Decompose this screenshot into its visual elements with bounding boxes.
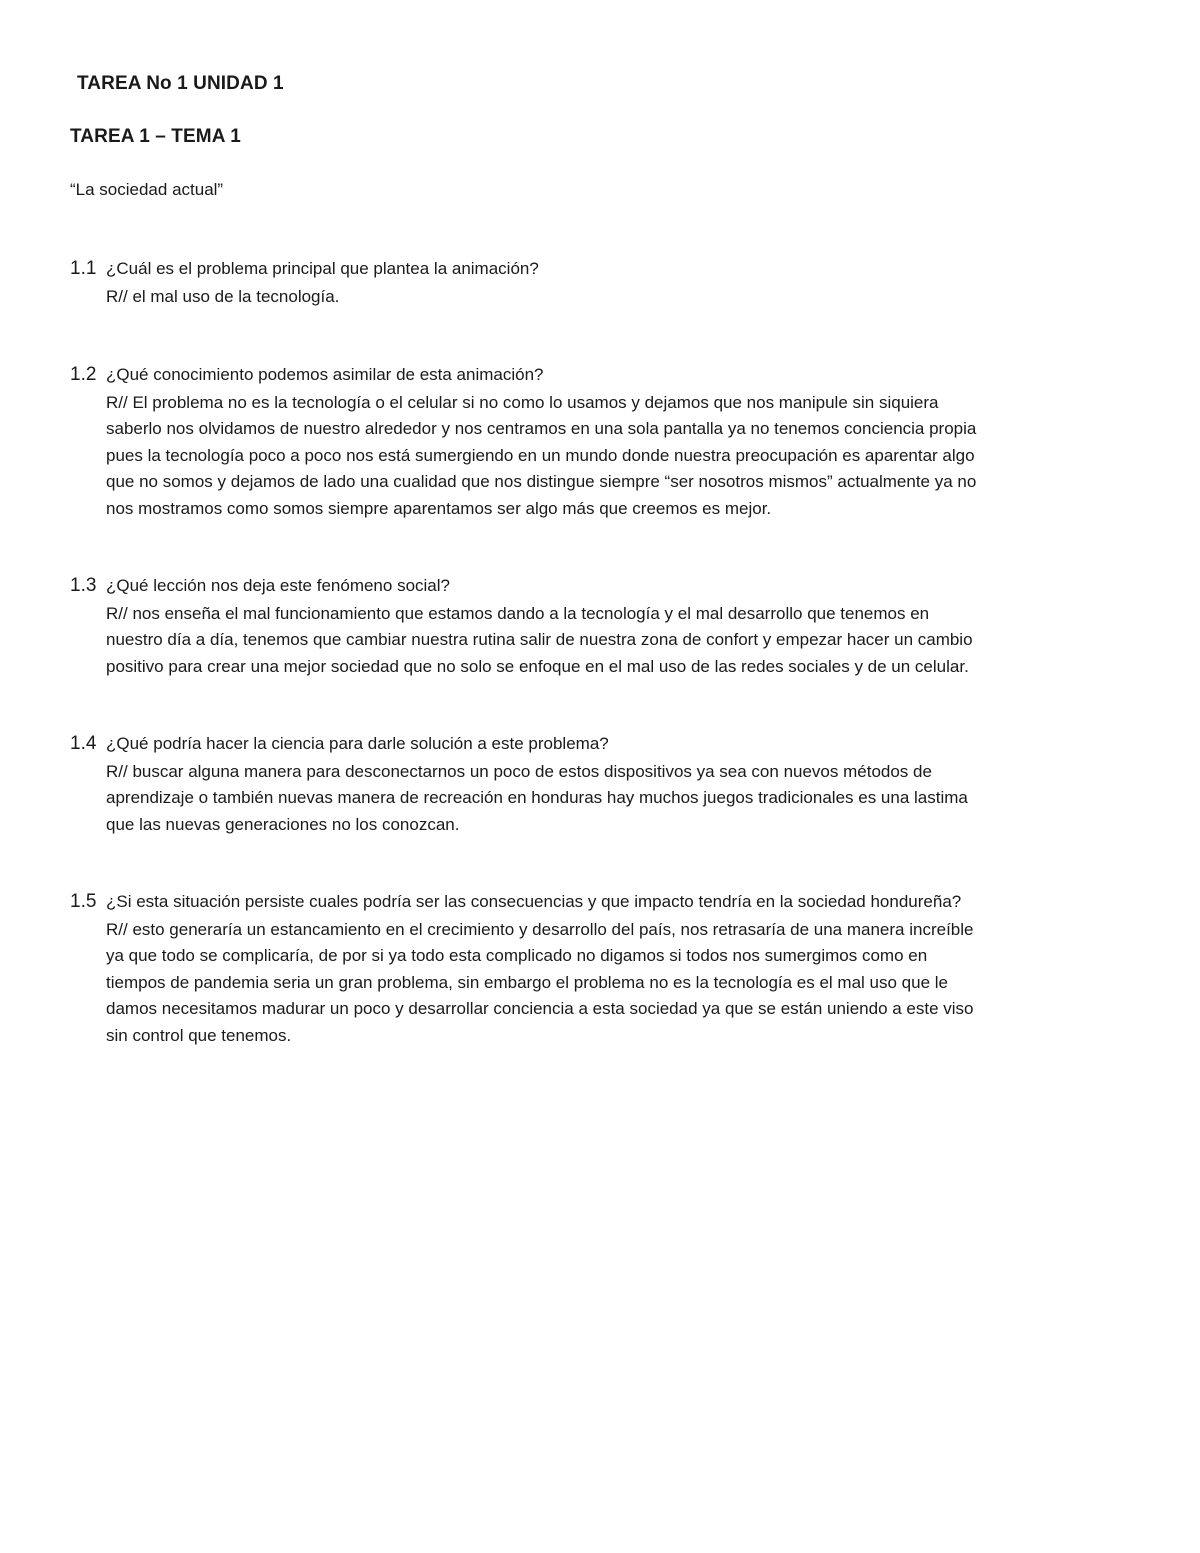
answer-line: nuestro día a día, tenemos que cambiar nuestra rutina salir de nuestra zona de confort y empezar hacer un cambio [106, 630, 973, 650]
question-block [70, 733, 1140, 838]
answer-line: damos necesitamos madurar un poco y desarrollar conciencia a esta sociedad ya que se están uniendo a este viso [106, 999, 974, 1019]
question-number: 1.4 [70, 733, 97, 754]
question-block [70, 364, 1140, 522]
answer-text [106, 284, 1140, 310]
answer-text [106, 917, 1140, 1049]
question-block [70, 575, 1140, 680]
answer-line: aprendizaje o también nuevas manera de recreación en honduras hay muchos juegos tradicionales es una lastima [106, 788, 968, 808]
answer-line: ya que todo se complicaría, de por si ya todo esta complicado no digamos si todos nos sumergimos como en [106, 946, 928, 966]
question-block [70, 258, 1140, 310]
question-number: 1.1 [70, 258, 97, 279]
question-number: 1.5 [70, 891, 97, 912]
answer-line: R// el mal uso de la tecnología. [106, 287, 340, 306]
answer-line: positivo para crear una mejor sociedad que no solo se enfoque en el mal uso de las redes sociales y de un celular. [106, 656, 969, 676]
question-number: 1.2 [70, 364, 97, 385]
answer-line: que las nuevas generaciones no los conozcan. [106, 814, 460, 834]
question-number: 1.3 [70, 575, 97, 596]
answer-text [106, 601, 1140, 680]
question-text: ¿Qué lección nos deja este fenómeno social? [106, 576, 450, 595]
answer-line: R// El problema no es la tecnología o el celular si no como lo usamos y dejamos que nos manipule sin siquiera [106, 393, 939, 412]
answer-line: pues la tecnología poco a poco nos está sumergiendo en un mundo donde nuestra preocupación es aparentar algo [106, 445, 975, 465]
question-text: ¿Cuál es el problema principal que plantea la animación? [106, 259, 539, 278]
question-block [70, 891, 1140, 1049]
answer-text [106, 390, 1140, 522]
question-text: ¿Qué conocimiento podemos asimilar de esta animación? [106, 365, 544, 384]
answer-line: R// esto generaría un estancamiento en el crecimiento y desarrollo del país, nos retrasaría de una manera increíble [106, 920, 974, 939]
answer-line: nos mostramos como somos siempre aparentamos ser algo más que creemos es mejor. [106, 498, 772, 518]
answer-line: saberlo nos olvidamos de nuestro alrededor y nos centramos en una sola pantalla ya no tenemos conciencia propia [106, 419, 977, 439]
answer-text [106, 759, 1140, 838]
document-subheading: TAREA 1 – TEMA 1 [70, 126, 241, 147]
answer-line: tiempos de pandemia seria un gran problema, sin embargo el problema no es la tecnología es el mal uso que le [106, 972, 948, 992]
answer-line: sin control que tenemos. [106, 1025, 292, 1045]
answer-line: R// nos enseña el mal funcionamiento que estamos dando a la tecnología y el mal desarrollo que tenemos en [106, 604, 930, 623]
document-subtitle: “La sociedad actual” [70, 180, 224, 199]
document-title: TAREA No 1 UNIDAD 1 [77, 73, 284, 94]
question-text: ¿Qué podría hacer la ciencia para darle solución a este problema? [106, 734, 609, 753]
answer-line: R// buscar alguna manera para desconectarnos un poco de estos dispositivos ya sea con nuevos métodos de [106, 762, 932, 781]
answer-line: que no somos y dejamos de lado una cualidad que nos distingue siempre “ser nosotros mismos” actualmente ya no [106, 472, 977, 492]
question-text: ¿Si esta situación persiste cuales podría ser las consecuencias y que impacto tendría en la sociedad hondureña? [106, 892, 962, 911]
